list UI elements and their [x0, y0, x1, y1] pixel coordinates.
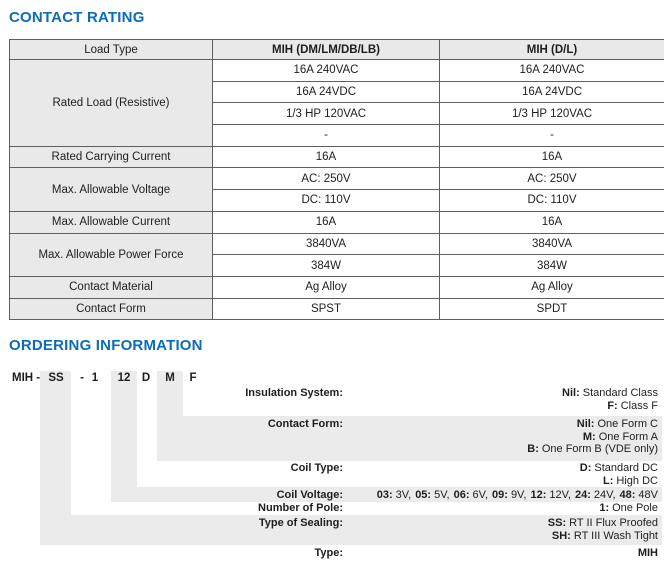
table-header-mih-dm: MIH (DM/LM/DB/LB) [213, 40, 440, 60]
code-part-dash: - [80, 372, 84, 384]
spec-option: Nil: One Form C [576, 418, 658, 430]
table-value-cell: 384W [213, 255, 440, 277]
spec-option: B: One Form B (VDE only) [527, 443, 658, 455]
table-value-cell: 16A [213, 211, 440, 233]
table-value-cell: Ag Alloy [213, 276, 440, 298]
spec-label-coil-type: Coil Type: [290, 462, 343, 474]
spec-values-coil-voltage [373, 489, 658, 502]
spec-option: 03: 3V, [376, 489, 412, 501]
section-title-ordering-information: ORDERING INFORMATION [9, 337, 203, 354]
table-value-cell: AC: 250V [440, 168, 664, 190]
table-value-cell: 16A 24VDC [440, 81, 664, 103]
table-header-load-type: Load Type [10, 40, 213, 60]
table-value-cell: SPST [213, 298, 440, 320]
table-row [10, 298, 664, 320]
code-part-1: 1 [91, 372, 99, 384]
table-value-cell: 1/3 HP 120VAC [440, 103, 664, 125]
table-value-cell: DC: 110V [440, 190, 664, 212]
table-header-row [10, 40, 664, 60]
spec-option: 1: One Pole [599, 502, 658, 514]
spec-values-type [638, 547, 658, 560]
spec-label-number-of-pole: Number of Pole: [258, 502, 343, 514]
table-row [10, 168, 664, 190]
table-value-cell: 3840VA [440, 233, 664, 255]
code-part-f: F [189, 372, 197, 384]
table-value-cell: SPDT [440, 298, 664, 320]
table-label-rated-load: Rated Load (Resistive) [10, 60, 213, 147]
spec-label-coil-voltage: Coil Voltage: [276, 489, 343, 501]
spec-option: SH: RT III Wash Tight [551, 529, 658, 542]
table-value-cell: AC: 250V [213, 168, 440, 190]
spec-option: 24: 24V, [574, 489, 616, 501]
table-value-cell: 16A 240VAC [440, 60, 664, 82]
table-label-allowable-current: Max. Allowable Current [10, 211, 213, 233]
spec-option: 09: 9V, [492, 489, 527, 501]
spec-option: SS: RT II Flux Proofed [547, 517, 658, 529]
table-value-cell: 16A 240VAC [213, 60, 440, 82]
code-part-mih: MIH - [12, 372, 41, 384]
code-part-ss: SS [48, 372, 64, 384]
table-value-cell: - [213, 125, 440, 147]
table-value-cell: 1/3 HP 120VAC [213, 103, 440, 125]
table-value-cell: DC: 110V [213, 190, 440, 212]
table-label-contact-form: Contact Form [10, 298, 213, 320]
table-row [10, 276, 664, 298]
table-row [10, 211, 664, 233]
spec-values-insulation-system [562, 387, 658, 412]
spec-option: F: Class F [607, 399, 658, 412]
table-value-cell: 384W [440, 255, 664, 277]
table-value-cell: 3840VA [213, 233, 440, 255]
table-value-cell: - [440, 125, 664, 147]
table-header-mih-dl: MIH (D/L) [440, 40, 664, 60]
spec-label-type: Type: [314, 547, 343, 559]
table-label-carrying-current: Rated Carrying Current [10, 146, 213, 168]
table-row [10, 60, 664, 82]
table-label-contact-material: Contact Material [10, 276, 213, 298]
table-label-power-force: Max. Allowable Power Force [10, 233, 213, 276]
table-row [10, 233, 664, 255]
spec-option: MIH [637, 547, 658, 559]
code-part-12: 12 [117, 372, 131, 384]
spec-option: M: One Form A [582, 430, 658, 443]
spec-option: D: Standard DC [579, 462, 658, 474]
spec-option: L: High DC [603, 474, 658, 487]
table-row [10, 146, 664, 168]
spec-option: 48: 48V [619, 489, 658, 501]
table-label-allowable-voltage: Max. Allowable Voltage [10, 168, 213, 211]
spec-option: 12: 12V, [530, 489, 571, 501]
table-value-cell: 16A [213, 146, 440, 168]
section-title-contact-rating: CONTACT RATING [9, 9, 145, 26]
table-value-cell: 16A 24VDC [213, 81, 440, 103]
spec-values-coil-type [580, 462, 658, 487]
spec-label-type-of-sealing: Type of Sealing: [258, 517, 343, 529]
spec-label-contact-form: Contact Form: [267, 418, 343, 430]
code-part-m: M [165, 372, 175, 384]
code-part-d: D [141, 372, 151, 384]
table-value-cell: Ag Alloy [440, 276, 664, 298]
spec-option: Nil: Standard Class [562, 387, 658, 399]
spec-option: 05: 5V, [415, 489, 450, 501]
spec-values-number-of-pole [599, 502, 658, 515]
table-value-cell: 16A [440, 146, 664, 168]
table-value-cell: 16A [440, 211, 664, 233]
spec-option: 06: 6V, [453, 489, 489, 501]
spec-label-insulation-system: Insulation System: [245, 387, 343, 399]
contact-rating-table [9, 39, 664, 320]
spec-values-contact-form [527, 418, 658, 456]
spec-values-type-of-sealing [548, 517, 658, 542]
